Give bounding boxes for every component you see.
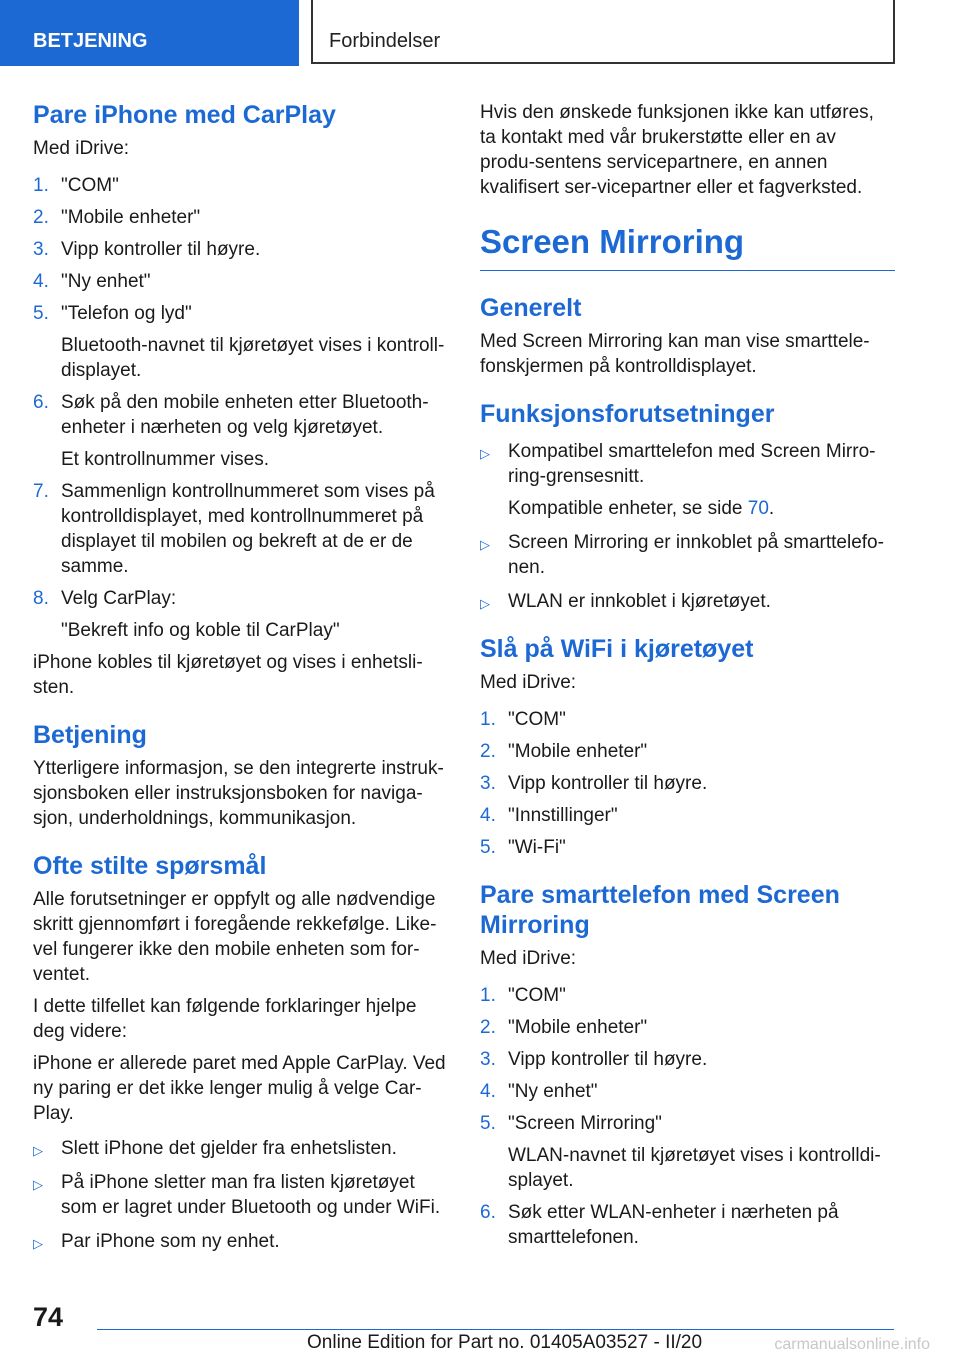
section-faq — [33, 851, 448, 1254]
list-item: 5. "Wi-Fi" — [480, 837, 566, 858]
outro-text: iPhone kobles til kjøretøyet og vises i enhetsli-sten. — [33, 652, 423, 698]
heading-pair-mirroring: Pare smarttelefon med Screen Mirroring — [480, 881, 840, 939]
section-wifi — [480, 634, 895, 860]
list-item: 1. "COM" — [33, 175, 119, 196]
watermark: carmanualsonline.info — [774, 1336, 930, 1353]
intro-text: Med iDrive: — [480, 948, 577, 969]
page-link[interactable]: 70 — [747, 498, 769, 519]
faq-text-2: I dette tilfellet kan følgende forklaringer hjelpe deg videre: — [33, 996, 417, 1042]
list-item: 3. Vipp kontroller til høyre. — [480, 773, 708, 794]
list-item: 2. "Mobile enheter" — [33, 207, 201, 228]
section-general — [480, 293, 895, 379]
chapter-tab: BETJENING — [0, 0, 299, 66]
list-item: 4. "Ny enhet" — [480, 1081, 598, 1102]
right-column — [480, 100, 895, 1257]
list-item: ▷ Slett iPhone det gjelder fra enhetslisten. — [33, 1136, 448, 1161]
triangle-bullet-icon: ▷ — [33, 1177, 43, 1192]
intro-text: Med iDrive: — [33, 138, 130, 159]
list-item: 4. "Innstillinger" — [480, 805, 618, 826]
section-pair-carplay — [33, 100, 448, 700]
triangle-bullet-icon: ▷ — [480, 446, 490, 461]
section-operation — [33, 720, 448, 831]
list-item: 1. "COM" — [480, 709, 566, 730]
list-item: 5. "Telefon og lyd" Bluetooth-navnet til kjøretøyet vises i kontroll-displayet. — [33, 303, 445, 381]
faq-bullets — [33, 1136, 448, 1254]
faq-text-3: iPhone er allerede paret med Apple CarPlay. Ved ny paring er det ikke lenger mulig å velge Car-Play. — [33, 1053, 446, 1124]
page-header — [0, 0, 960, 66]
faq-text-1: Alle forutsetninger er oppfylt og alle nødvendige skritt gjennomført i foregående rekkefølge. Like-vel fungerer ikke den mobile enheten som for-ventet. — [33, 889, 437, 985]
list-item: 4. "Ny enhet" — [33, 271, 151, 292]
heading-operation: Betjening — [33, 721, 147, 749]
heading-requirements: Funksjonsforutsetninger — [480, 400, 775, 428]
heading-faq: Ofte stilte spørsmål — [33, 852, 267, 880]
intro-text: Med iDrive: — [480, 672, 577, 693]
general-text: Med Screen Mirroring kan man vise smarttele-fonskjermen på kontrolldisplayet. — [480, 331, 870, 377]
requirements-list — [480, 439, 895, 614]
heading-pair-carplay: Pare iPhone med CarPlay — [33, 101, 336, 129]
steps-list — [33, 173, 448, 643]
list-item: 2. "Mobile enheter" — [480, 741, 648, 762]
list-item: 7. Sammenlign kontrollnummeret som vises på kontrolldisplayet, med kontrollnummeret på displayet til mobilen og bekreft at de er de samme. — [33, 481, 435, 577]
continued-text: Hvis den ønskede funksjonen ikke kan utføres, ta kontakt med vår brukerstøtte eller en av produ-sentens servicepartnere, en annen kvalifisert ser-vicepartner eller et fagverksted. — [480, 102, 874, 198]
operation-text: Ytterligere informasjon, se den integrerte instruk-sjonsboken eller instruksjonsboken for naviga-sjon, underholdnings, kommunikasjon. — [33, 758, 444, 829]
list-item: 6. Søk på den mobile enheten etter Bluetooth-enheter i nærheten og velg kjøretøyet. Et kontrollnummer vises. — [33, 392, 429, 470]
left-column — [33, 100, 448, 1263]
list-item: ▷ Kompatibel smarttelefon med Screen Mirro-ring-grensesnitt. Kompatible enheter, se side 70. — [480, 441, 876, 519]
chapter-heading: Screen Mirroring — [480, 223, 745, 260]
list-item: 6. Søk etter WLAN-enheter i nærheten på smarttelefonen. — [480, 1202, 839, 1248]
list-item: ▷ Par iPhone som ny enhet. — [33, 1229, 448, 1254]
triangle-bullet-icon: ▷ — [33, 1236, 43, 1251]
list-item: 3. Vipp kontroller til høyre. — [33, 239, 261, 260]
section-pair-mirroring — [480, 880, 895, 1250]
section-requirements — [480, 399, 895, 614]
heading-wifi: Slå på WiFi i kjøretøyet — [480, 635, 754, 663]
list-item: ▷ WLAN er innkoblet i kjøretøyet. — [480, 589, 895, 614]
heading-general: Generelt — [480, 294, 582, 322]
page-number: 74 — [33, 1302, 64, 1332]
list-item: 3. Vipp kontroller til høyre. — [480, 1049, 708, 1070]
triangle-bullet-icon: ▷ — [480, 537, 490, 552]
steps-list — [480, 983, 895, 1250]
steps-list — [480, 707, 895, 860]
list-item: 5. "Screen Mirroring" WLAN-navnet til kjøretøyet vises i kontrolldi-splayet. — [480, 1113, 881, 1191]
triangle-bullet-icon: ▷ — [480, 596, 490, 611]
section-title: Forbindelser — [311, 0, 895, 64]
list-item: ▷ På iPhone sletter man fra listen kjøretøyet som er lagret under Bluetooth og under WiFi. — [33, 1172, 441, 1218]
triangle-bullet-icon: ▷ — [33, 1143, 43, 1158]
list-item: 8. Velg CarPlay: "Bekreft info og koble til CarPlay" — [33, 588, 340, 641]
list-item: 2. "Mobile enheter" — [480, 1017, 648, 1038]
footer-edition: Online Edition for Part no. 01405A03527 - II/20 — [307, 1332, 703, 1353]
footer-divider — [97, 1329, 894, 1330]
list-item: ▷ Screen Mirroring er innkoblet på smarttelefo-nen. — [480, 532, 884, 578]
chapter-heading-wrap — [480, 220, 895, 271]
list-item: 1. "COM" — [480, 985, 566, 1006]
